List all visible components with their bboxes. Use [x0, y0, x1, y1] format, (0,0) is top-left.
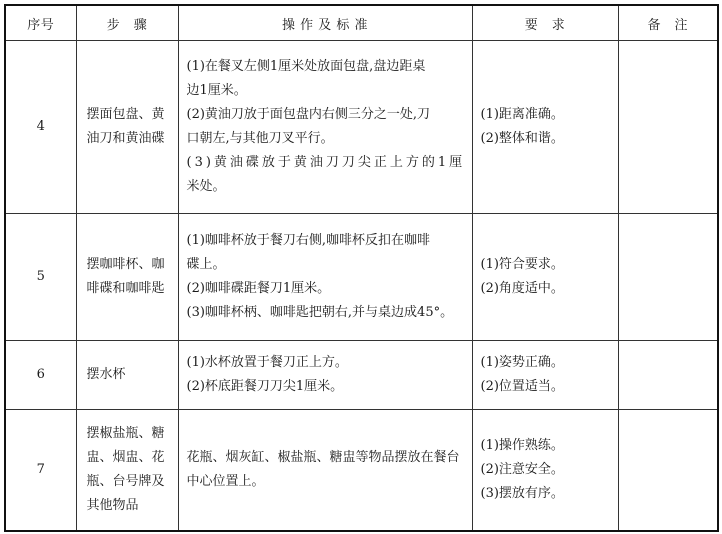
operation-line: (3)咖啡杯柄、咖啡匙把朝右,并与桌边成45°。 [186, 305, 454, 320]
requirement-cell [472, 214, 618, 341]
step-cell [76, 341, 178, 410]
requirement-line: (1)距离准确。 [480, 107, 564, 122]
operation-line: (2)黄油刀放于面包盘内右侧三分之一处,刀 [186, 107, 431, 122]
step-cell [76, 410, 178, 532]
requirement-line: (2)角度适中。 [480, 281, 564, 296]
step-line: 摆咖啡杯、咖 [86, 257, 165, 272]
requirement-cell [472, 41, 618, 214]
operation-line: (1)水杯放置于餐刀正上方。 [186, 355, 348, 370]
step-line: 啡碟和咖啡匙 [86, 281, 165, 296]
operation-line: (1)在餐叉左侧1厘米处放面包盘,盘边距桌 [186, 59, 426, 74]
header-note: 备 注 [618, 5, 718, 41]
table-row [5, 410, 718, 532]
operation-line: (3)黄油碟放于黄油刀刀尖正上方的1厘 [186, 155, 466, 170]
row-number: 7 [5, 410, 76, 532]
requirement-cell [472, 410, 618, 532]
operation-cell [178, 410, 472, 532]
operation-line: 花瓶、烟灰缸、椒盐瓶、糖盅等物品摆放在餐台 [186, 450, 460, 465]
row-number: 5 [5, 214, 76, 341]
table-row [5, 214, 718, 341]
requirement-line: (2)位置适当。 [480, 379, 564, 394]
operation-line: 碟上。 [186, 257, 226, 272]
table-row [5, 341, 718, 410]
step-line: 瓶、台号牌及 [86, 474, 165, 489]
operation-cell [178, 214, 472, 341]
note-cell [618, 214, 718, 341]
operation-line: (2)杯底距餐刀刀尖1厘米。 [186, 379, 344, 394]
operation-line: 中心位置上。 [186, 474, 265, 489]
note-cell [618, 410, 718, 532]
header-no: 序号 [5, 5, 76, 41]
table-row [5, 41, 718, 214]
step-line: 摆水杯 [86, 367, 126, 382]
operation-line: 边1厘米。 [186, 83, 247, 98]
header-operation: 操 作 及 标 准 [178, 5, 472, 41]
operation-line: (1)咖啡杯放于餐刀右侧,咖啡杯反扣在咖啡 [186, 233, 431, 248]
requirement-line: (2)整体和谐。 [480, 131, 564, 146]
standards-table [4, 4, 719, 532]
requirement-line: (1)姿势正确。 [480, 355, 564, 370]
header-step: 步 骤 [76, 5, 178, 41]
requirement-cell [472, 341, 618, 410]
requirement-line: (1)符合要求。 [480, 257, 564, 272]
operation-line: (2)咖啡碟距餐刀1厘米。 [186, 281, 331, 296]
requirement-line: (1)操作熟练。 [480, 438, 564, 453]
step-line: 其他物品 [86, 498, 139, 513]
row-number: 6 [5, 341, 76, 410]
operation-line: 口朝左,与其他刀叉平行。 [186, 131, 334, 146]
operation-line: 米处。 [186, 179, 226, 194]
operation-cell [178, 41, 472, 214]
header-requirement: 要 求 [472, 5, 618, 41]
step-cell [76, 214, 178, 341]
step-line: 摆面包盘、黄 [86, 107, 165, 122]
step-line: 摆椒盐瓶、糖 [86, 426, 165, 441]
row-number: 4 [5, 41, 76, 214]
note-cell [618, 41, 718, 214]
step-line: 油刀和黄油碟 [86, 131, 165, 146]
operation-cell [178, 341, 472, 410]
step-cell [76, 41, 178, 214]
requirement-line: (3)摆放有序。 [480, 486, 564, 501]
header-row [5, 5, 718, 41]
requirement-line: (2)注意安全。 [480, 462, 564, 477]
note-cell [618, 341, 718, 410]
step-line: 盅、烟盅、花 [86, 450, 165, 465]
